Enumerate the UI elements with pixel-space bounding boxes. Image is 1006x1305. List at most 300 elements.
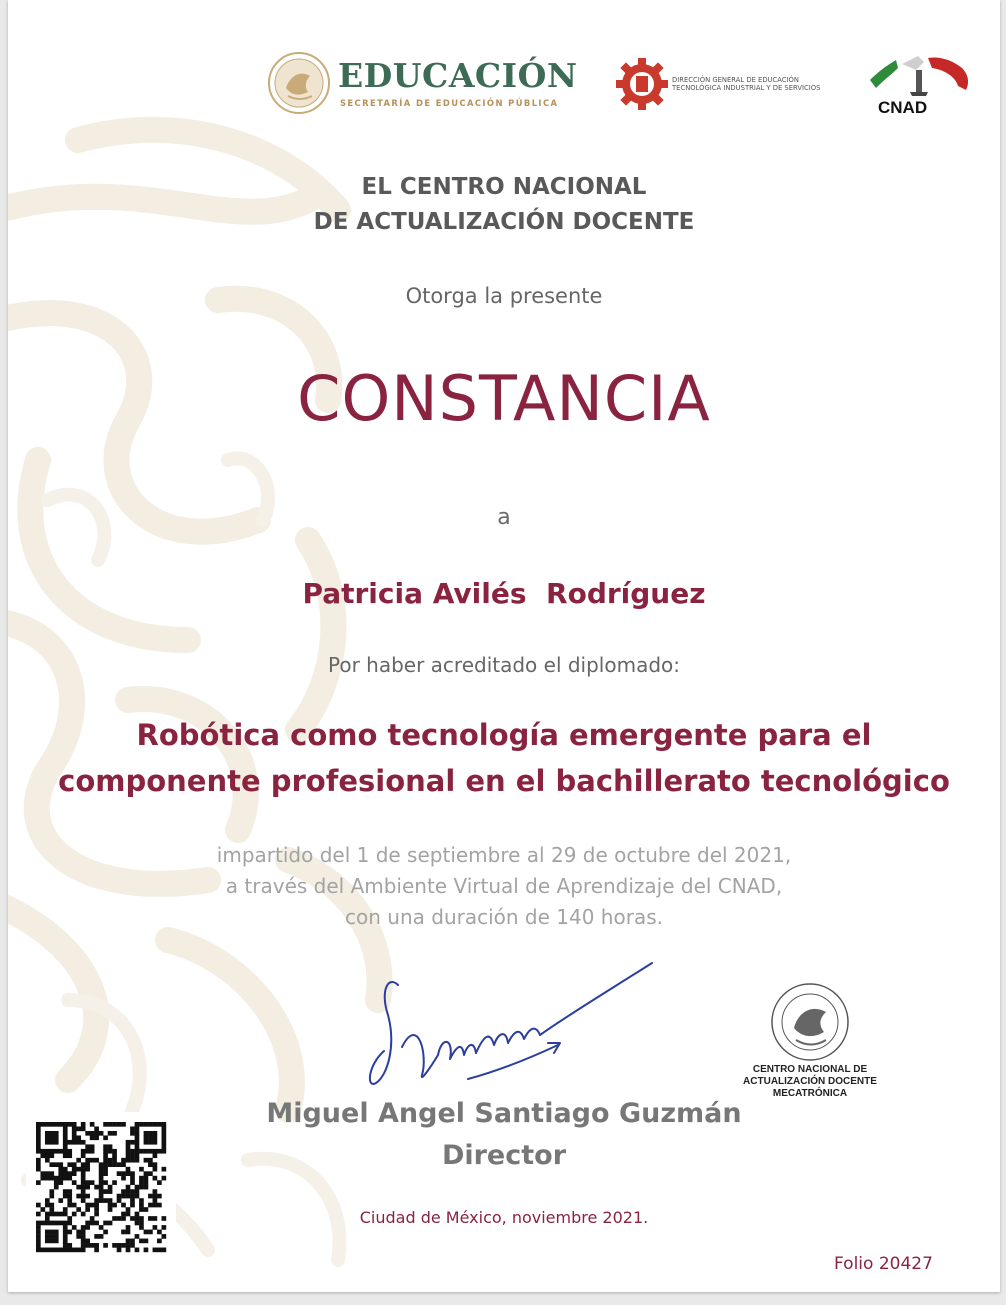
qr-module <box>135 1135 140 1140</box>
qr-module <box>144 1131 149 1136</box>
qr-module <box>63 1239 68 1244</box>
qr-module <box>112 1131 117 1136</box>
qr-module <box>58 1149 63 1154</box>
qr-module <box>63 1248 68 1253</box>
qr-module <box>162 1131 167 1136</box>
qr-module <box>67 1162 72 1167</box>
qr-module <box>139 1203 144 1208</box>
qr-module <box>139 1216 144 1221</box>
qr-module <box>103 1221 108 1226</box>
institution-name <box>8 170 1000 240</box>
qr-module <box>148 1158 153 1163</box>
qr-module <box>94 1126 99 1131</box>
qr-module <box>135 1126 140 1131</box>
qr-module <box>81 1126 86 1131</box>
qr-module <box>63 1207 68 1212</box>
qr-module <box>99 1162 104 1167</box>
qr-module <box>157 1180 162 1185</box>
qr-module <box>45 1248 50 1253</box>
qr-module <box>45 1122 50 1127</box>
qr-module <box>126 1158 131 1163</box>
qr-module <box>144 1230 149 1235</box>
qr-module <box>49 1239 54 1244</box>
qr-module <box>67 1248 72 1253</box>
qr-module <box>45 1239 50 1244</box>
qr-module <box>63 1167 68 1172</box>
qr-module <box>99 1234 104 1239</box>
qr-module <box>36 1149 41 1154</box>
qr-module <box>117 1248 122 1253</box>
qr-module <box>112 1158 117 1163</box>
qr-module <box>90 1131 95 1136</box>
qr-module <box>67 1198 72 1203</box>
qr-module <box>112 1149 117 1154</box>
qr-module <box>103 1158 108 1163</box>
qr-module <box>130 1198 135 1203</box>
qr-module <box>81 1185 86 1190</box>
qr-module <box>126 1230 131 1235</box>
qr-module <box>85 1194 90 1199</box>
qr-module <box>126 1207 131 1212</box>
qr-module <box>121 1216 126 1221</box>
qr-module <box>85 1149 90 1154</box>
qr-module <box>85 1243 90 1248</box>
dgeti-gear-icon <box>614 52 670 114</box>
qr-module <box>103 1198 108 1203</box>
qr-module <box>153 1203 158 1208</box>
mexico-seal-icon <box>768 980 852 1064</box>
qr-module <box>135 1221 140 1226</box>
qr-module <box>49 1203 54 1208</box>
qr-module <box>81 1162 86 1167</box>
qr-module <box>63 1171 68 1176</box>
qr-module <box>85 1239 90 1244</box>
qr-module <box>103 1189 108 1194</box>
qr-module <box>162 1248 167 1253</box>
qr-module <box>126 1225 131 1230</box>
qr-module <box>63 1126 68 1131</box>
qr-module <box>126 1189 131 1194</box>
qr-code-icon[interactable] <box>26 1112 176 1262</box>
qr-module <box>108 1158 113 1163</box>
qr-module <box>85 1225 90 1230</box>
qr-module <box>153 1122 158 1127</box>
qr-module <box>153 1153 158 1158</box>
qr-module <box>144 1239 149 1244</box>
qr-module <box>139 1149 144 1154</box>
qr-module <box>144 1180 149 1185</box>
qr-module <box>67 1221 72 1226</box>
qr-module <box>121 1171 126 1176</box>
qr-module <box>81 1171 86 1176</box>
qr-module <box>45 1203 50 1208</box>
qr-module <box>54 1140 59 1145</box>
qr-module <box>135 1144 140 1149</box>
qr-module <box>67 1171 72 1176</box>
qr-module <box>148 1135 153 1140</box>
qr-module <box>63 1144 68 1149</box>
qr-module <box>135 1212 140 1217</box>
qr-module <box>36 1144 41 1149</box>
qr-module <box>103 1149 108 1154</box>
qr-module <box>40 1171 45 1176</box>
reason-text: Por haber acreditado el diplomado: <box>327 653 681 677</box>
qr-module <box>108 1207 113 1212</box>
qr-module <box>76 1167 81 1172</box>
qr-module <box>90 1180 95 1185</box>
qr-module <box>45 1135 50 1140</box>
qr-module <box>144 1149 149 1154</box>
stamp-line-3: MECATRÓNICA <box>772 1088 848 1099</box>
qr-module <box>139 1221 144 1226</box>
qr-module <box>63 1243 68 1248</box>
qr-module <box>90 1158 95 1163</box>
qr-module <box>90 1135 95 1140</box>
qr-module <box>162 1225 167 1230</box>
qr-module <box>54 1248 59 1253</box>
qr-module <box>54 1234 59 1239</box>
qr-module <box>126 1212 131 1217</box>
qr-module <box>153 1189 158 1194</box>
qr-module <box>54 1149 59 1154</box>
qr-module <box>135 1185 140 1190</box>
qr-module <box>112 1153 117 1158</box>
sep-title: EDUCACIÓN <box>338 56 578 95</box>
qr-module <box>49 1212 54 1217</box>
qr-module <box>130 1153 135 1158</box>
qr-module <box>54 1185 59 1190</box>
qr-module <box>49 1171 54 1176</box>
qr-module <box>94 1158 99 1163</box>
qr-module <box>81 1194 86 1199</box>
qr-module <box>121 1176 126 1181</box>
qr-module <box>81 1176 86 1181</box>
qr-module <box>117 1122 122 1127</box>
course-line-1: Robótica como tecnología emergente para el <box>136 718 872 752</box>
qr-module <box>58 1221 63 1226</box>
qr-module <box>135 1131 140 1136</box>
qr-module <box>76 1230 81 1235</box>
qr-module <box>139 1176 144 1181</box>
qr-module <box>130 1131 135 1136</box>
qr-module <box>94 1185 99 1190</box>
qr-module <box>67 1189 72 1194</box>
qr-module <box>58 1180 63 1185</box>
qr-module <box>54 1176 59 1181</box>
qr-module <box>135 1189 140 1194</box>
qr-module <box>36 1230 41 1235</box>
qr-module <box>153 1216 158 1221</box>
qr-module <box>90 1144 95 1149</box>
qr-module <box>94 1243 99 1248</box>
qr-module <box>162 1140 167 1145</box>
qr-module <box>121 1158 126 1163</box>
qr-module <box>144 1122 149 1127</box>
qr-module <box>81 1248 86 1253</box>
qr-module <box>99 1225 104 1230</box>
qr-module <box>94 1203 99 1208</box>
qr-module <box>49 1162 54 1167</box>
qr-module <box>63 1194 68 1199</box>
qr-module <box>67 1216 72 1221</box>
qr-module <box>99 1198 104 1203</box>
qr-module <box>157 1122 162 1127</box>
qr-module <box>162 1149 167 1154</box>
qr-module <box>40 1176 45 1181</box>
qr-module <box>117 1162 122 1167</box>
qr-module <box>63 1122 68 1127</box>
qr-module <box>67 1153 72 1158</box>
qr-module <box>103 1144 108 1149</box>
qr-module <box>58 1212 63 1217</box>
qr-module <box>126 1239 131 1244</box>
qr-module <box>90 1221 95 1226</box>
qr-module <box>108 1203 113 1208</box>
qr-module <box>36 1234 41 1239</box>
qr-module <box>94 1135 99 1140</box>
qr-module <box>130 1158 135 1163</box>
qr-module <box>45 1140 50 1145</box>
qr-module <box>99 1194 104 1199</box>
course-title <box>8 712 1000 804</box>
qr-module <box>144 1248 149 1253</box>
qr-module <box>85 1185 90 1190</box>
qr-module <box>108 1162 113 1167</box>
qr-module <box>130 1126 135 1131</box>
qr-module <box>162 1122 167 1127</box>
qr-module <box>94 1198 99 1203</box>
qr-module <box>49 1221 54 1226</box>
qr-module <box>81 1140 86 1145</box>
qr-module <box>67 1243 72 1248</box>
qr-module <box>121 1194 126 1199</box>
qr-module <box>85 1203 90 1208</box>
qr-module <box>81 1212 86 1217</box>
qr-module <box>126 1149 131 1154</box>
qr-module <box>99 1185 104 1190</box>
qr-module <box>72 1162 77 1167</box>
detail-line-1: impartido del 1 de septiembre al 29 de octubre del 2021, <box>216 843 792 867</box>
qr-module <box>112 1243 117 1248</box>
qr-module <box>139 1239 144 1244</box>
qr-module <box>121 1230 126 1235</box>
director-name: Miguel Angel Santiago Guzmán <box>266 1098 742 1129</box>
qr-module <box>67 1203 72 1208</box>
qr-module <box>117 1194 122 1199</box>
qr-module <box>148 1171 153 1176</box>
qr-module <box>103 1171 108 1176</box>
qr-module <box>54 1122 59 1127</box>
qr-module <box>139 1225 144 1230</box>
qr-module <box>130 1194 135 1199</box>
qr-module <box>148 1203 153 1208</box>
qr-module <box>99 1131 104 1136</box>
qr-module <box>49 1248 54 1253</box>
qr-module <box>76 1135 81 1140</box>
qr-module <box>135 1234 140 1239</box>
qr-module <box>67 1194 72 1199</box>
qr-module <box>99 1167 104 1172</box>
qr-module <box>103 1167 108 1172</box>
stamp-line-1: CENTRO NACIONAL DE <box>752 1064 868 1075</box>
qr-module <box>49 1135 54 1140</box>
stamp-text <box>730 1064 890 1100</box>
qr-module <box>81 1149 86 1154</box>
qr-module <box>36 1162 41 1167</box>
qr-module <box>36 1135 41 1140</box>
mexico-seal-icon <box>266 50 332 116</box>
qr-module <box>94 1131 99 1136</box>
institution-line-1: EL CENTRO NACIONAL <box>361 174 647 200</box>
qr-module <box>36 1180 41 1185</box>
qr-module <box>58 1167 63 1172</box>
qr-module <box>148 1230 153 1235</box>
qr-module <box>130 1171 135 1176</box>
qr-module <box>135 1248 140 1253</box>
qr-module <box>121 1212 126 1217</box>
qr-module <box>45 1198 50 1203</box>
qr-module <box>72 1248 77 1253</box>
qr-module <box>126 1140 131 1145</box>
qr-module <box>81 1122 86 1127</box>
qr-module <box>130 1180 135 1185</box>
qr-module <box>153 1140 158 1145</box>
qr-module <box>49 1230 54 1235</box>
qr-module <box>94 1212 99 1217</box>
qr-module <box>126 1194 131 1199</box>
qr-module <box>139 1198 144 1203</box>
qr-module <box>139 1207 144 1212</box>
qr-module <box>49 1189 54 1194</box>
qr-module <box>90 1122 95 1127</box>
qr-module <box>162 1135 167 1140</box>
qr-module <box>85 1221 90 1226</box>
qr-module <box>121 1243 126 1248</box>
qr-module <box>103 1162 108 1167</box>
qr-module <box>45 1216 50 1221</box>
qr-module <box>58 1176 63 1181</box>
qr-module <box>90 1216 95 1221</box>
qr-module <box>45 1230 50 1235</box>
qr-module <box>81 1167 86 1172</box>
qr-module <box>126 1167 131 1172</box>
qr-module <box>45 1158 50 1163</box>
qr-module <box>63 1176 68 1181</box>
qr-module <box>54 1239 59 1244</box>
qr-module <box>63 1135 68 1140</box>
qr-module <box>112 1203 117 1208</box>
qr-module <box>63 1225 68 1230</box>
qr-module <box>36 1248 41 1253</box>
official-stamp <box>730 980 890 1110</box>
qr-module <box>99 1189 104 1194</box>
qr-module <box>40 1207 45 1212</box>
qr-module <box>108 1149 113 1154</box>
qr-module <box>144 1176 149 1181</box>
qr-module <box>72 1167 77 1172</box>
qr-module <box>63 1131 68 1136</box>
qr-module <box>135 1149 140 1154</box>
sep-logo <box>266 50 576 118</box>
qr-module <box>144 1207 149 1212</box>
qr-module <box>148 1131 153 1136</box>
qr-module <box>72 1131 77 1136</box>
qr-module <box>49 1153 54 1158</box>
qr-module <box>63 1149 68 1154</box>
qr-module <box>130 1149 135 1154</box>
qr-module <box>76 1158 81 1163</box>
qr-module <box>81 1180 86 1185</box>
qr-module <box>40 1149 45 1154</box>
qr-module <box>63 1234 68 1239</box>
qr-module <box>103 1153 108 1158</box>
qr-module <box>67 1140 72 1145</box>
qr-module <box>130 1216 135 1221</box>
qr-module <box>144 1135 149 1140</box>
qr-module <box>49 1194 54 1199</box>
qr-module <box>36 1122 41 1127</box>
qr-module <box>139 1167 144 1172</box>
qr-module <box>153 1131 158 1136</box>
qr-module <box>144 1140 149 1145</box>
director-title: Director <box>441 1140 567 1171</box>
qr-module <box>76 1194 81 1199</box>
qr-module <box>162 1126 167 1131</box>
qr-module <box>45 1221 50 1226</box>
qr-module <box>36 1243 41 1248</box>
qr-module <box>67 1149 72 1154</box>
qr-module <box>58 1248 63 1253</box>
qr-module <box>162 1144 167 1149</box>
qr-module <box>36 1140 41 1145</box>
qr-module <box>130 1189 135 1194</box>
qr-module <box>58 1162 63 1167</box>
qr-module <box>130 1140 135 1145</box>
qr-module <box>135 1140 140 1145</box>
qr-module <box>139 1180 144 1185</box>
qr-module <box>135 1216 140 1221</box>
qr-module <box>67 1122 72 1127</box>
qr-module <box>121 1189 126 1194</box>
qr-module <box>81 1230 86 1235</box>
qr-module <box>63 1221 68 1226</box>
sep-subtitle: SECRETARÍA DE EDUCACIÓN PÚBLICA <box>340 98 559 108</box>
qr-module <box>148 1149 153 1154</box>
qr-module <box>63 1230 68 1235</box>
qr-module <box>130 1239 135 1244</box>
qr-module <box>153 1149 158 1154</box>
qr-module <box>99 1171 104 1176</box>
qr-module <box>117 1243 122 1248</box>
dgeti-logo <box>614 52 844 118</box>
qr-module <box>117 1171 122 1176</box>
qr-module <box>36 1126 41 1131</box>
qr-module <box>63 1153 68 1158</box>
qr-module <box>76 1185 81 1190</box>
qr-module <box>72 1180 77 1185</box>
detail-line-3: con una duración de 140 horas. <box>345 905 663 929</box>
qr-module <box>72 1126 77 1131</box>
qr-module <box>49 1122 54 1127</box>
qr-module <box>85 1167 90 1172</box>
qr-module <box>94 1248 99 1253</box>
qr-module <box>157 1248 162 1253</box>
qr-module <box>103 1180 108 1185</box>
qr-module <box>54 1230 59 1235</box>
qr-module <box>108 1144 113 1149</box>
qr-module <box>112 1216 117 1221</box>
qr-module <box>94 1207 99 1212</box>
